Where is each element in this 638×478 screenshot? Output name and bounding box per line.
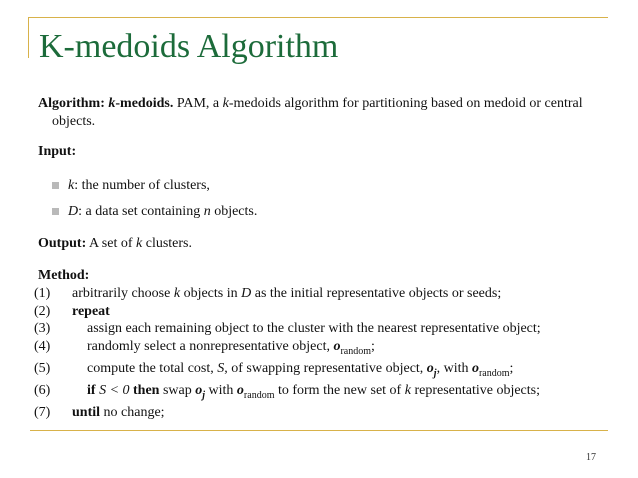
- method-heading: Method:: [38, 268, 90, 283]
- step-var-k: k: [173, 286, 181, 301]
- output-text-b: clusters.: [142, 236, 192, 251]
- algorithm-k: k: [108, 96, 116, 111]
- list-item: [52, 203, 608, 221]
- step-subscript: j: [202, 389, 206, 401]
- step-var-o: o: [471, 360, 479, 376]
- input-d-var: D: [68, 204, 79, 219]
- input-n-var: n: [203, 204, 211, 219]
- slide-body: [38, 95, 608, 285]
- step-var-o: o: [333, 338, 341, 354]
- step-number: (3): [34, 321, 51, 336]
- step-text: no change;: [100, 405, 165, 421]
- step-number: (7): [34, 405, 51, 421]
- step-text: to form the new set of: [274, 383, 405, 399]
- input-list: [38, 177, 608, 221]
- method-step: [34, 404, 614, 422]
- step-number: (1): [34, 286, 51, 301]
- input-d-text-a: : a data set containing: [78, 204, 204, 219]
- step-text: compute the total cost,: [87, 360, 218, 376]
- method-step: [34, 320, 614, 338]
- input-k-text: : the number of clusters,: [74, 178, 210, 193]
- step-text: ;: [509, 360, 514, 376]
- output-k-var: k: [136, 236, 143, 251]
- input-heading: Input:: [38, 144, 77, 159]
- input-d-text-b: objects.: [210, 204, 258, 219]
- step-text: arbitrarily choose: [72, 286, 174, 301]
- step-var-d: D: [241, 286, 252, 301]
- method-step: [34, 360, 614, 382]
- frame-top-rule: [28, 17, 608, 18]
- bottom-rule: [30, 430, 608, 431]
- square-bullet-icon: [52, 182, 59, 189]
- step-subscript: random: [478, 367, 510, 379]
- frame-left-rule: [28, 17, 29, 58]
- step-keyword: until: [72, 405, 101, 421]
- step-text: as the initial representative objects or seeds;: [251, 286, 502, 301]
- step-number: (4): [34, 338, 51, 354]
- step-text: objects in: [180, 286, 242, 301]
- step-keyword: if: [87, 383, 96, 399]
- input-k-var: k: [68, 178, 75, 193]
- step-var-s: S: [217, 360, 225, 376]
- method-steps: [34, 285, 614, 422]
- step-var-oj: o: [426, 360, 434, 376]
- step-number: (2): [34, 303, 51, 319]
- algorithm-line: [38, 95, 608, 131]
- step-subscript: random: [243, 389, 275, 401]
- method-step: [34, 303, 614, 321]
- output-text-a: A set of: [86, 236, 137, 251]
- output-label: Output:: [38, 236, 87, 251]
- step-keyword: repeat: [72, 303, 110, 319]
- step-text: swap: [159, 383, 196, 399]
- step-text: assign each remaining object to the cluster with the nearest representative object;: [87, 321, 541, 336]
- method-step: [34, 338, 614, 360]
- method-step: [34, 285, 614, 303]
- step-text: ;: [371, 338, 375, 354]
- slide-title: K-medoids Algorithm: [39, 28, 339, 65]
- step-text: randomly select a nonrepresentative object,: [87, 338, 334, 354]
- algorithm-desc-1: PAM, a: [173, 96, 223, 111]
- algorithm-name-rest: -medoids.: [115, 96, 174, 111]
- output-line: [38, 235, 608, 253]
- step-keyword: then: [133, 383, 160, 399]
- step-subscript: j: [433, 367, 437, 379]
- step-text: , of swapping representative object,: [224, 360, 427, 376]
- step-number: (6): [34, 383, 51, 399]
- step-subscript: random: [340, 345, 372, 357]
- algorithm-label: Algorithm:: [38, 96, 105, 111]
- algorithm-desc-k: k: [222, 96, 229, 111]
- algorithm-desc-2: -medoids algorithm for partitioning based on medoid or central objects.: [52, 96, 583, 129]
- step-var-oj: o: [195, 383, 203, 399]
- list-item: [52, 177, 608, 195]
- step-text: representative objects;: [410, 383, 540, 399]
- method-step: [34, 382, 614, 404]
- step-var-k: k: [404, 383, 411, 399]
- step-text: with: [205, 383, 237, 399]
- page-number: 17: [586, 452, 596, 463]
- square-bullet-icon: [52, 208, 59, 215]
- step-number: (5): [34, 360, 51, 376]
- algorithm-name: [108, 96, 173, 111]
- step-text: , with: [436, 360, 472, 376]
- step-var-o: o: [236, 383, 244, 399]
- step-condition: S < 0: [99, 383, 130, 399]
